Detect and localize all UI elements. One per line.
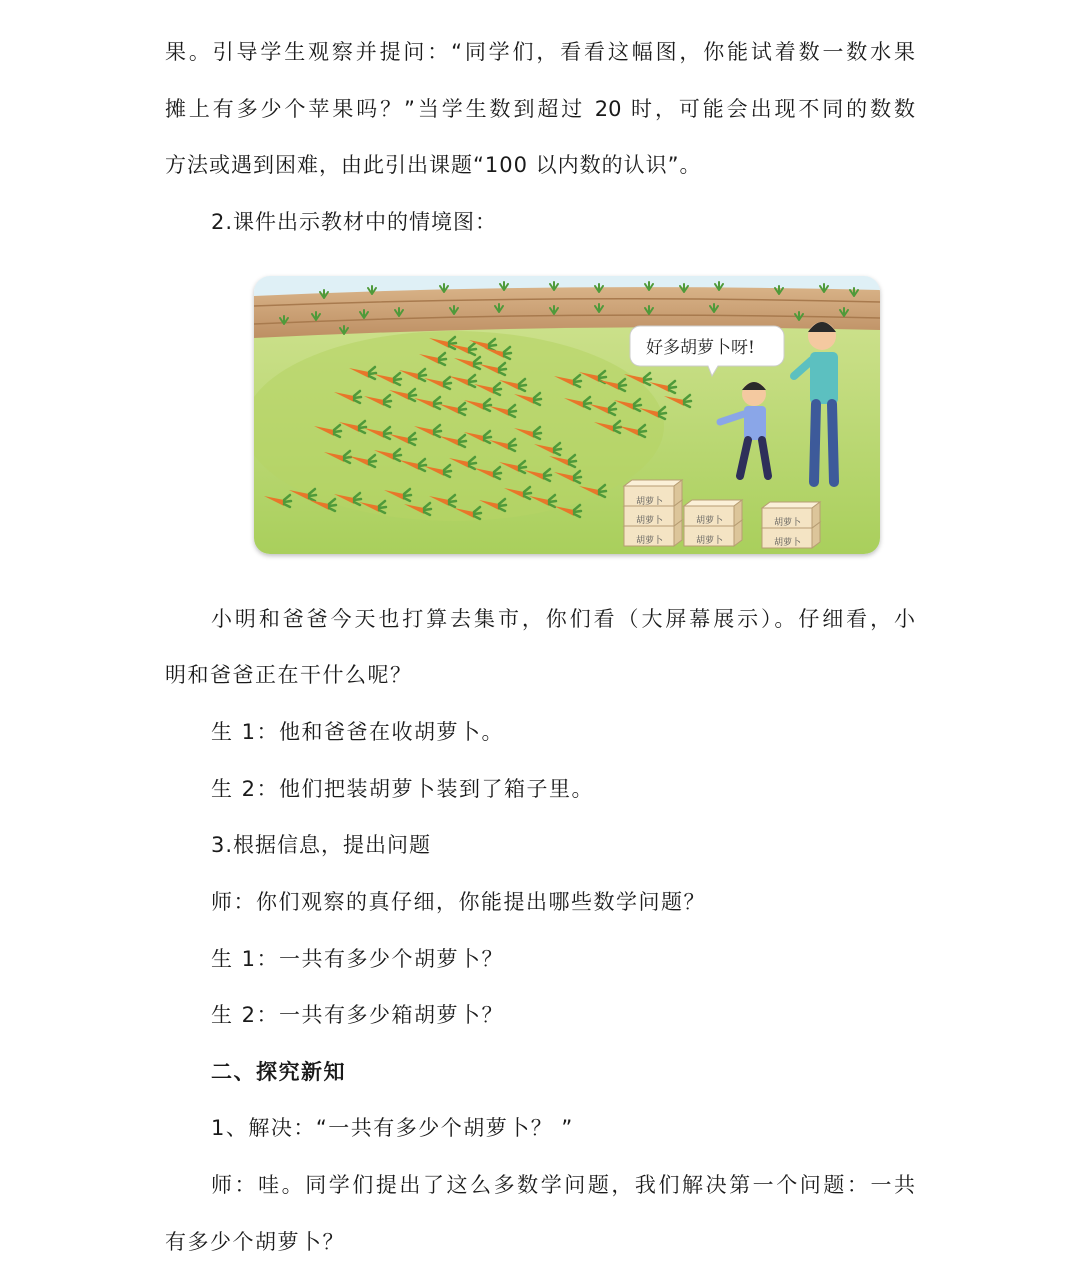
section-heading: 二、探究新知 <box>211 1060 346 1084</box>
paragraph-line: 明和爸爸正在干什么呢？ <box>165 663 413 687</box>
crate-label: 胡萝卜 <box>636 536 664 546</box>
student-answer: 生 1：他和爸爸在收胡萝卜。 <box>211 720 505 744</box>
student-answer: 生 2：一共有多少箱胡萝卜？ <box>211 1003 505 1027</box>
carrot-field-illustration <box>254 276 880 554</box>
step-label: 2.课件出示教材中的情境图： <box>211 210 498 234</box>
paragraph-line: 小明和爸爸今天也打算去集市，你们看（大屏幕展示）。仔细看，小 <box>211 607 915 631</box>
paragraph-line: 有多少个胡萝卜？ <box>165 1230 345 1254</box>
crate-label: 胡萝卜 <box>696 516 724 526</box>
step-label: 3.根据信息，提出问题 <box>211 833 432 857</box>
crate-label: 胡萝卜 <box>696 536 724 546</box>
student-answer: 生 2：他们把装胡萝卜装到了箱子里。 <box>211 777 595 801</box>
teacher-line: 师：你们观察的真仔细，你能提出哪些数学问题？ <box>211 890 706 914</box>
crate-label: 胡萝卜 <box>774 518 802 528</box>
step-label: 1、解决：“一共有多少个胡萝卜？ ” <box>211 1116 574 1140</box>
student-answer: 生 1：一共有多少个胡萝卜？ <box>211 947 505 971</box>
speech-bubble-text: 好多胡萝卜呀! <box>646 338 755 358</box>
paragraph-line: 果。引导学生观察并提问：“同学们，看看这幅图，你能试着数一数水果 <box>165 40 915 64</box>
teacher-line: 师：哇。同学们提出了这么多数学问题，我们解决第一个问题：一共 <box>211 1173 915 1197</box>
paragraph-line: 摊上有多少个苹果吗？”当学生数到超过 20 时，可能会出现不同的数数 <box>165 97 915 121</box>
paragraph-line: 方法或遇到困难，由此引出课题“100 以内数的认识”。 <box>165 153 702 177</box>
crate-label: 胡萝卜 <box>636 516 664 526</box>
crate-label: 胡萝卜 <box>636 497 664 507</box>
crate-label: 胡萝卜 <box>774 538 802 548</box>
